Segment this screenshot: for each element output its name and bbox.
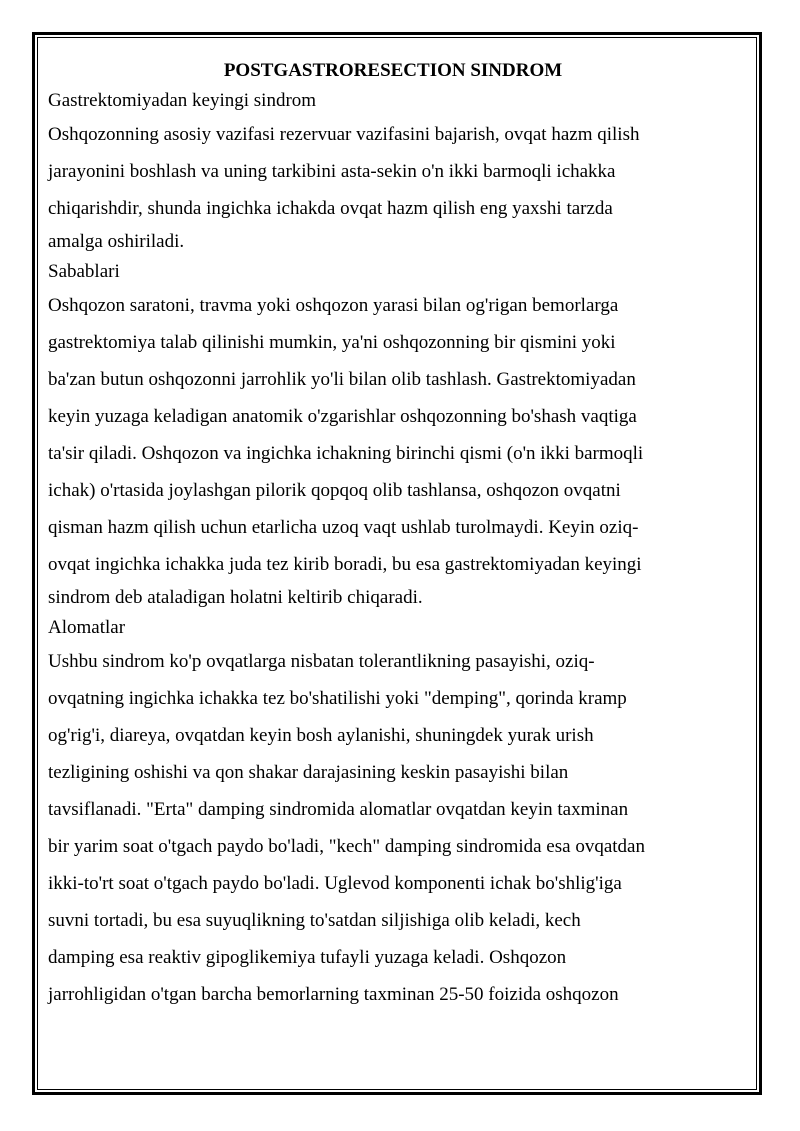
document-subtitle: Gastrektomiyadan keyingi sindrom [48,90,317,111]
paragraph-line: Ushbu sindrom ko'p ovqatlarga nisbatan tolerantlikning pasayishi, oziq- [48,651,595,672]
paragraph-line: ta'sir qiladi. Oshqozon va ingichka ichakning birinchi qismi (o'n ikki barmoqli [48,443,644,464]
paragraph-line: ichak) o'rtasida joylashgan pilorik qopqoq olib tashlansa, oshqozon ovqatni [48,480,621,501]
paragraph-line: keyin yuzaga keladigan anatomik o'zgarishlar oshqozonning bo'shash vaqtiga [48,406,637,427]
paragraph-line: qisman hazm qilish uchun etarlicha uzoq vaqt ushlab turolmaydi. Keyin oziq- [48,517,639,538]
paragraph-line: tezligining oshishi va qon shakar darajasining keskin pasayishi bilan [48,762,569,783]
paragraph-line: Oshqozonning asosiy vazifasi rezervuar vazifasini bajarish, ovqat hazm qilish [48,124,640,145]
document-body [48,56,738,1013]
paragraph-line: gastrektomiya talab qilinishi mumkin, ya'ni oshqozonning bir qismini yoki [48,332,616,353]
paragraph-line: ba'zan butun oshqozonni jarrohlik yo'li bilan olib tashlash. Gastrektomiyadan [48,369,636,390]
paragraph-line: ovqat ingichka ichakka juda tez kirib boradi, bu esa gastrektomiyadan keyingi [48,554,642,575]
paragraph-line: bir yarim soat o'tgach paydo bo'ladi, "kech" damping sindromida esa ovqatdan [48,836,645,857]
paragraph-line: ikki-to'rt soat o'tgach paydo bo'ladi. Uglevod komponenti ichak bo'shlig'iga [48,873,622,894]
paragraph-line: jarayonini boshlash va uning tarkibini asta-sekin o'n ikki barmoqli ichakka [48,161,616,182]
paragraph-line: chiqarishdir, shunda ingichka ichakda ovqat hazm qilish eng yaxshi tarzda [48,198,613,219]
paragraph-line: og'rig'i, diareya, ovqatdan keyin bosh aylanishi, shuningdek yurak urish [48,725,594,746]
paragraph-line: tavsiflanadi. "Erta" damping sindromida alomatlar ovqatdan keyin taxminan [48,799,629,820]
causes-paragraph [48,287,738,613]
section-heading-symptoms: Alomatlar [48,617,126,638]
paragraph-line: sindrom deb ataladigan holatni keltirib chiqaradi. [48,587,423,608]
paragraph-line: jarrohligidan o'tgan barcha bemorlarning taxminan 25-50 foizida oshqozon [48,984,619,1005]
section-heading-causes: Sabablari [48,261,120,282]
paragraph-line: amalga oshiriladi. [48,231,185,252]
paragraph-line: Oshqozon saratoni, travma yoki oshqozon yarasi bilan og'rigan bemorlarga [48,295,619,316]
paragraph-line: suvni tortadi, bu esa suyuqlikning to'satdan siljishiga olib keladi, kech [48,910,581,931]
intro-paragraph [48,116,738,257]
paragraph-line: damping esa reaktiv gipoglikemiya tufayli yuzaga keladi. Oshqozon [48,947,567,968]
symptoms-paragraph [48,643,738,1013]
document-title: POSTGASTRORESECTION SINDROM [223,60,563,81]
paragraph-line: ovqatning ingichka ichakka tez bo'shatilishi yoki "demping", qorinda kramp [48,688,627,709]
